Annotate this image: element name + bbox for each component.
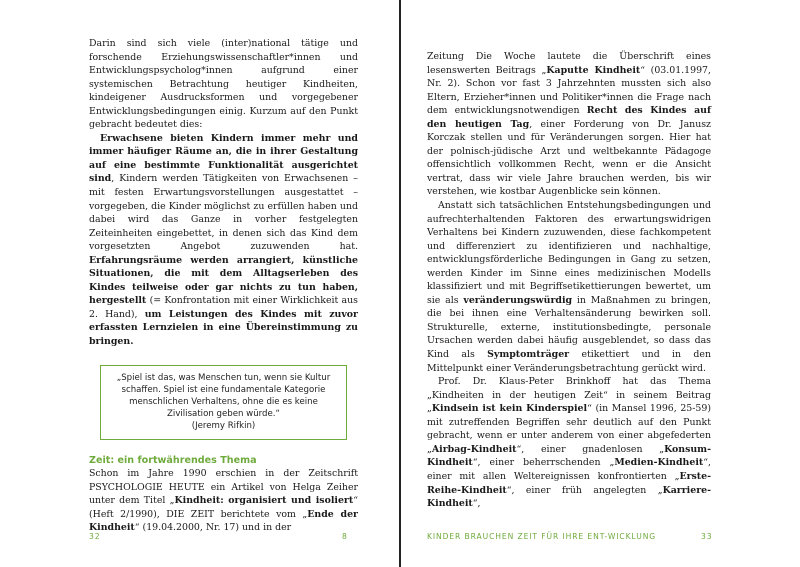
bold-text: Medien-Kindheit [614, 457, 704, 469]
section-heading: Zeit: ein fortwährendes Thema [89, 454, 257, 466]
bold-text: Symptomträger [487, 349, 570, 361]
quote-line: schaffen. Spiel ist eine fundamentale Kategorie [121, 384, 326, 395]
left-page [0, 0, 399, 567]
paragraph-brinkhoff [427, 375, 711, 510]
quote-author: (Jeremy Rifkin) [191, 420, 256, 431]
quote-line: Zivilisation geben würde.“ [167, 408, 280, 419]
paragraph-section [89, 467, 358, 535]
text-run: (= Konfrontation mit einer Wirklichkeit aus 2. Hand), [89, 295, 358, 320]
bold-text: Kaputte Kindheit [546, 64, 641, 76]
text-run: , Kindern werden Tätigkeiten von Erwachsenen – mit festen Erwartungsvorstellungen ausgestattet – vorgegeben, die Kinder möglichst zu erfüllen haben und dabei wird das Ganze in vorher festgelegten Zeiteinheiten eingebettet, in denen sich das Kind dem vorgesetzten Angebot zuzuwenden hat. [89, 173, 358, 253]
bold-text: Erste-Reihe-Kindheit [427, 470, 711, 496]
bold-text: Kindheit: organisiert und isoliert [174, 495, 354, 507]
text-run: in Maßnahmen zu bringen, die bei ihnen eine Verhaltensänderung bewirken soll. Strukturelle, externe, institutionsbedingte, personale Ursachen werden dabei häufig ausgeblendet, so dass das Kind als [427, 294, 711, 361]
left-text-column [89, 37, 358, 535]
paragraph-intro [89, 37, 358, 132]
paragraph-continuation [427, 50, 711, 199]
bold-text: Konsum-Kindheit [427, 443, 711, 469]
bold-text: Recht des Kindes auf den heutigen Tag [427, 105, 711, 130]
right-text-column [427, 50, 711, 511]
text-run: “ (Heft 2/1990), DIE ZEIT berichtete vom „ [89, 495, 358, 520]
quote-line: menschlichen Verhaltens, ohne die es keine [129, 396, 318, 407]
bold-text: Karriere-Kindheit [427, 484, 711, 510]
text-run: Darin sind sich viele (inter)national tätige und forschende Erziehungswissenschaftler*innen und Entwicklungspsycholog*innen aufgrund einer systemischen Betrachtung heutiger Kindheiten, kindeigener Ausdrucksformen und vorgegebener Entwicklungsbedingungen einig. Kurzum auf den Punkt gebracht bedeutet dies: [89, 38, 358, 131]
bold-text: Erwachsene bieten Kindern immer mehr und immer häufiger Räume an, die in ihrer Gestaltung auf eine bestimmte Funktionalität ausgerichtet sind [89, 132, 358, 185]
text-run: “, einer mit allen Weltereignissen konfrontierten „ [427, 457, 711, 482]
chapter-number: 8 [342, 532, 348, 541]
page-number-right: 33 [701, 532, 713, 541]
paragraph-emphasis [89, 132, 358, 349]
text-run: , einer Forderung von Dr. Janusz Korczak stellen und für Veränderungen sorgen. Hier hat der polnisch-jüdische Arzt und weltbekannte Pädagoge offensichtlich vollkommen Recht, wenn er die Ansicht vertrat, dass wir viele Jahre brauchen werden, bis wir verstehen, wie kostbar Augenblicke sein können. [427, 118, 711, 198]
quote-box [100, 365, 347, 440]
text-run: “ (03.01.1997, Nr. 2). Schon vor fast 3 Jahrzehnten mussten sich also Eltern, Erzieher*innen und Politiker*innen die Frage nach dem entwicklungsnotwendigen [427, 64, 711, 117]
text-run: “ (in Mansel 1996, 25-59) mit zutreffenden Begriffen sehr deutlich auf den Punkt gebracht, wenn er unter anderem von einer abgefederten „ [427, 403, 712, 455]
text-run: “, [472, 498, 481, 510]
page-number-left: 32 [89, 532, 101, 541]
bold-text: Airbag-Kindheit [431, 443, 517, 455]
right-page [401, 0, 800, 567]
bold-text: Erfahrungsräume werden arrangiert, künstliche Situationen, die mit dem Alltagserleben des Kindes teilweise oder gar nichts zu tun haben, hergestellt [89, 254, 358, 307]
text-run: Zeitung Die Woche lautete die Überschrift eines lesenswerten Beitrags „ [427, 51, 711, 76]
text-run: “, einer gnadenlosen „ [516, 443, 665, 455]
text-run: “, einer früh angelegten „ [506, 484, 663, 496]
text-run: “ (19.04.2000, Nr. 17) und in der [134, 522, 292, 534]
bold-text: um Leistungen des Kindes mit zuvor erfassten Lernzielen in eine Übereinstimmung zu bringen. [89, 308, 358, 348]
text-run: Anstatt sich tatsächlichen Entstehungsbedingungen und aufrechterhaltenden Faktoren des erwartungswidrigen Verhaltens bei Kindern zuzuwenden, diese fachkompetent und differenziert zu identifizieren und nachhaltige, entwicklungsförderliche Bedingungen in Gang zu setzen, werden Kinder im Sinne eines medizinischen Modells klassifiziert und mit Begriffsetikettierungen bewertet, um sie als [427, 200, 711, 306]
text-run: Schon im Jahre 1990 erschien in der Zeitschrift PSYCHOLOGIE HEUTE ein Artikel von Helga Zeiher unter dem Titel „ [89, 468, 358, 507]
text-run: Prof. Dr. Klaus-Peter Brinkhoff hat das Thema „Kindheiten in der heutigen Zeit“ in seinem Beitrag „ [427, 376, 711, 415]
bold-text: Kindsein ist kein Kinderspiel [431, 403, 588, 415]
bold-text: Ende der Kindheit [89, 508, 358, 534]
text-run: “, einer beherrschenden „ [472, 457, 615, 469]
text-run: etikettiert und in den Mittelpunkt einer Veränderungsbetrachtung gerückt wird. [427, 349, 711, 374]
running-title: KINDER BRAUCHEN ZEIT FÜR IHRE ENT-WICKLUNG [427, 532, 657, 541]
bold-text: veränderungswürdig [463, 294, 573, 306]
paragraph-medical-model [427, 199, 711, 375]
quote-line: „Spiel ist das, was Menschen tun, wenn sie Kultur [116, 372, 331, 383]
